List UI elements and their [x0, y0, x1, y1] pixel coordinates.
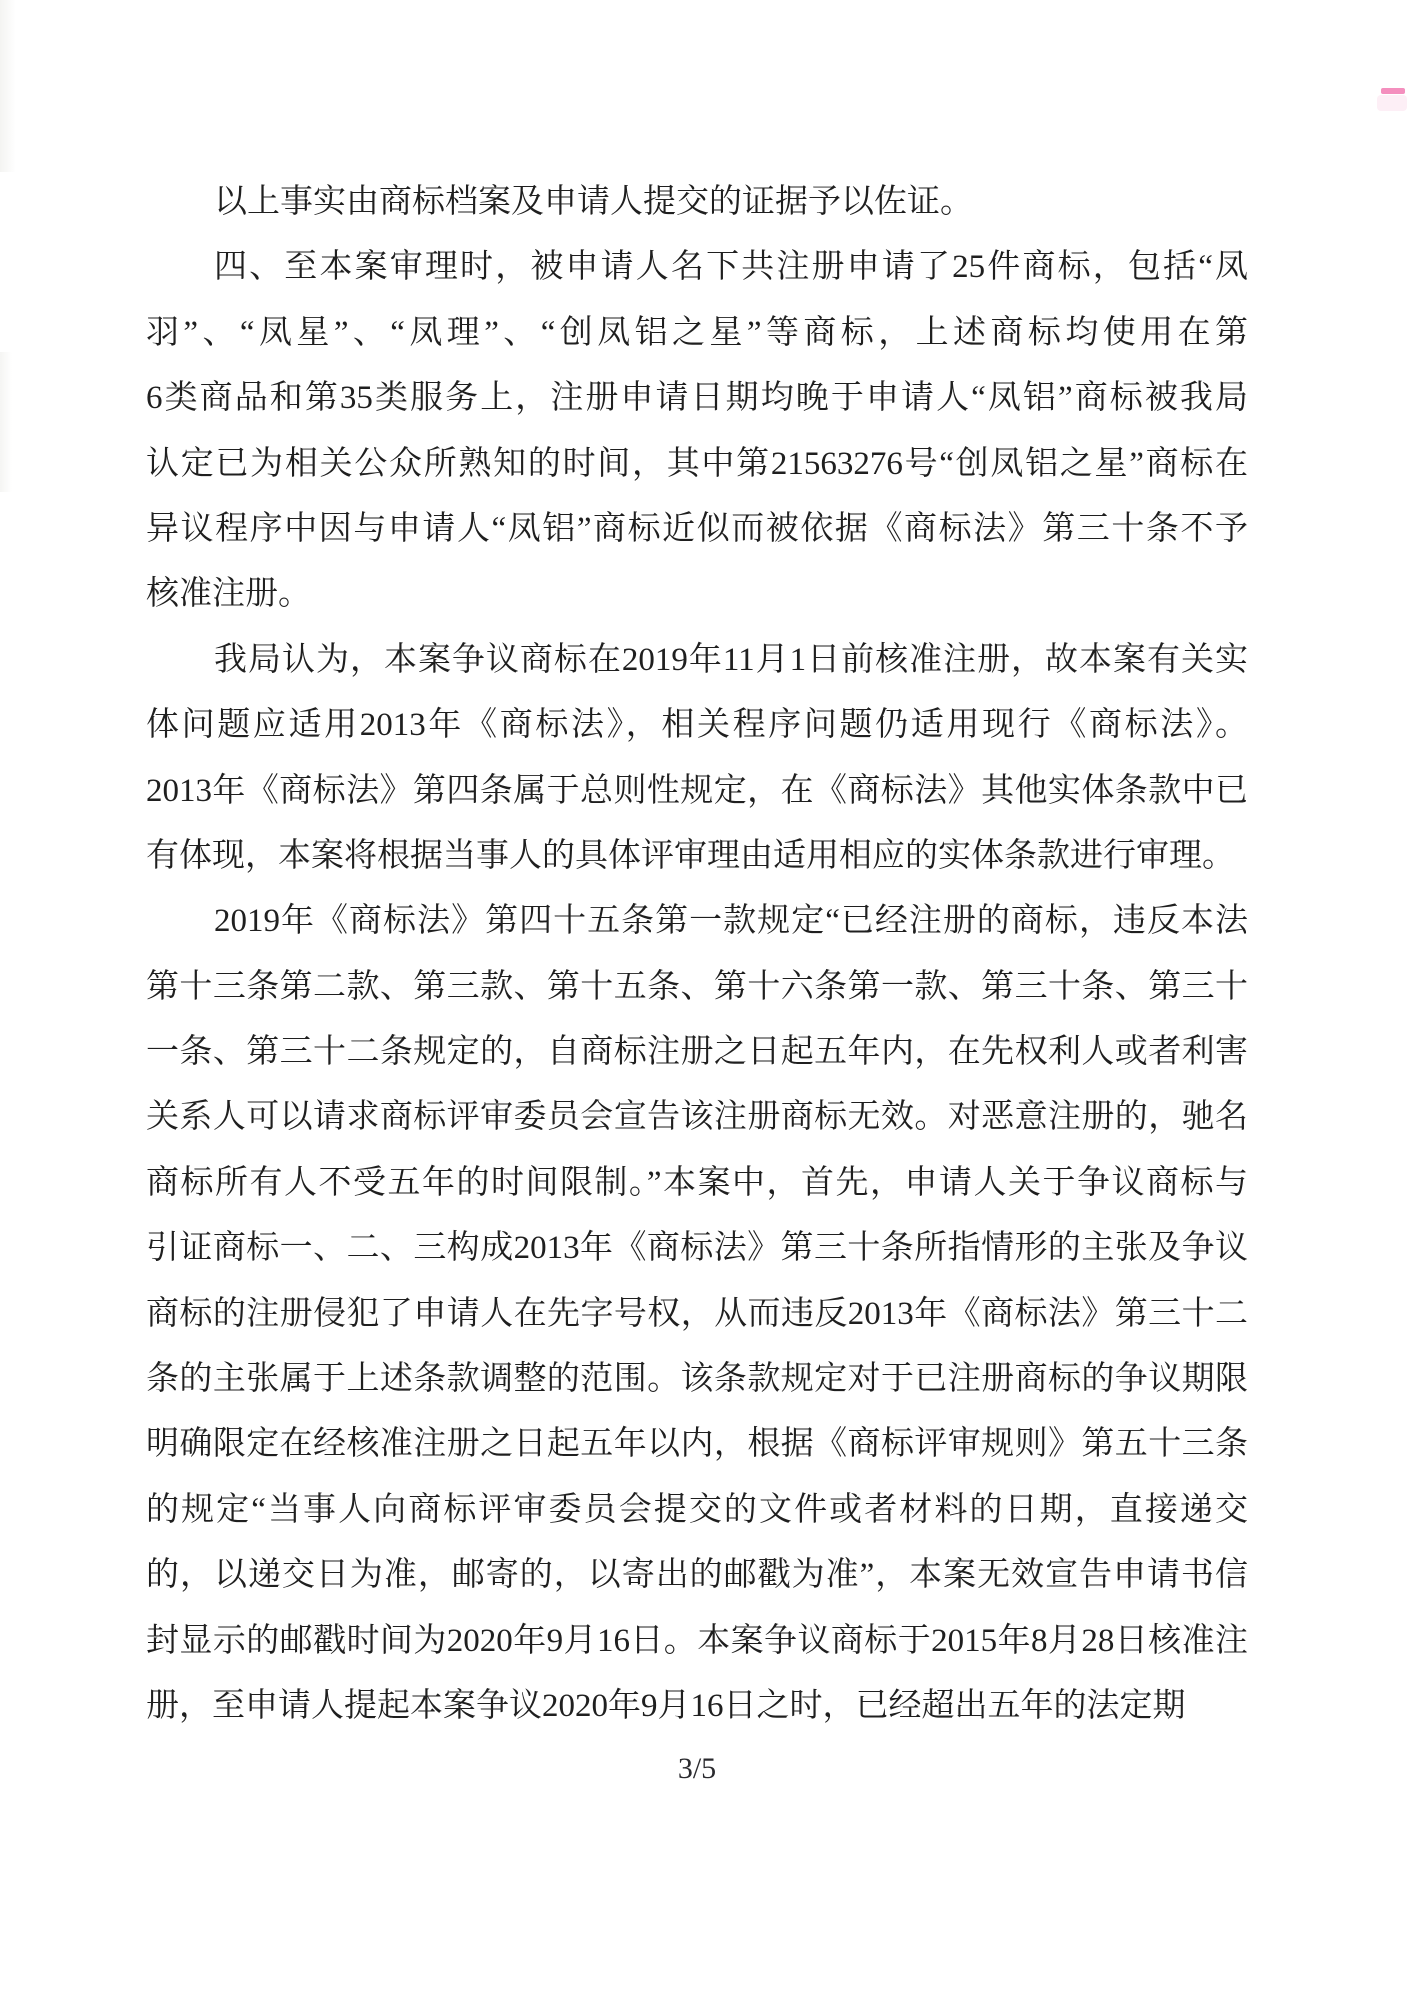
text-line: 引证商标一、二、三构成2013年《商标法》第三十条所指情形的主张及争议 [146, 1230, 1248, 1267]
text-line: 的，以递交日为准，邮寄的，以寄出的邮戳为准”，本案无效宣告申请书信 [146, 1557, 1248, 1594]
text-line: 以上事实由商标档案及申请人提交的证据予以佐证。 [214, 184, 973, 220]
text-line: 有体现，本案将根据当事人的具体评审理由适用相应的实体条款进行审理。 [146, 837, 1235, 874]
text-line: 明确限定在经核准注册之日起五年以内，根据《商标评审规则》第五十三条 [146, 1426, 1248, 1463]
text-line: 2019年《商标法》第四十五条第一款规定“已经注册的商标，违反本法 [214, 903, 1248, 940]
text-line: 体问题应适用2013年《商标法》，相关程序问题仍适用现行《商标法》。 [146, 707, 1248, 744]
text-line: 商标的注册侵犯了申请人在先字号权，从而违反2013年《商标法》第三十二 [146, 1295, 1248, 1332]
document-body-text [146, 170, 1248, 1739]
text-line: 四、至本案审理时，被申请人名下共注册申请了25件商标，包括“凤 [214, 249, 1248, 286]
text-line: 第十三条第二款、第三款、第十五条、第十六条第一款、第三十条、第三十 [146, 968, 1248, 1005]
text-line: 商标所有人不受五年的时间限制。”本案中，首先，申请人关于争议商标与 [146, 1164, 1248, 1201]
pink-highlight-halo [1377, 95, 1407, 111]
text-line: 2013年《商标法》第四条属于总则性规定，在《商标法》其他实体条款中已 [146, 772, 1248, 809]
scan-edge-artifact-mid [0, 352, 12, 492]
text-line: 认定已为相关公众所熟知的时间，其中第21563276号“创凤铝之星”商标在 [146, 445, 1248, 482]
text-line: 羽”、“凤星”、“凤理”、“创凤铝之星”等商标，上述商标均使用在第 [146, 314, 1248, 351]
page-number: 3/5 [677, 1752, 717, 1785]
text-line: 关系人可以请求商标评审委员会宣告该注册商标无效。对恶意注册的，驰名 [146, 1099, 1248, 1136]
text-line: 一条、第三十二条规定的，自商标注册之日起五年内，在先权利人或者利害 [146, 1034, 1248, 1071]
text-line: 的规定“当事人向商标评审委员会提交的文件或者材料的日期，直接递交 [146, 1491, 1248, 1528]
text-line: 6类商品和第35类服务上，注册申请日期均晚于申请人“凤铝”商标被我局 [146, 380, 1248, 417]
text-line: 条的主张属于上述条款调整的范围。该条款规定对于已注册商标的争议期限 [146, 1361, 1248, 1398]
text-line: 核准注册。 [146, 576, 311, 613]
text-line: 册，至申请人提起本案争议2020年9月16日之时，已经超出五年的法定期 [146, 1687, 1186, 1724]
text-line: 我局认为，本案争议商标在2019年11月1日前核准注册，故本案有关实 [214, 641, 1248, 678]
scan-edge-artifact-top [0, 0, 16, 172]
text-line: 封显示的邮戳时间为2020年9月16日。本案争议商标于2015年8月28日核准注 [146, 1622, 1248, 1659]
text-line: 异议程序中因与申请人“凤铝”商标近似而被依据《商标法》第三十条不予 [146, 510, 1248, 547]
pink-highlight-mark [1381, 88, 1405, 94]
